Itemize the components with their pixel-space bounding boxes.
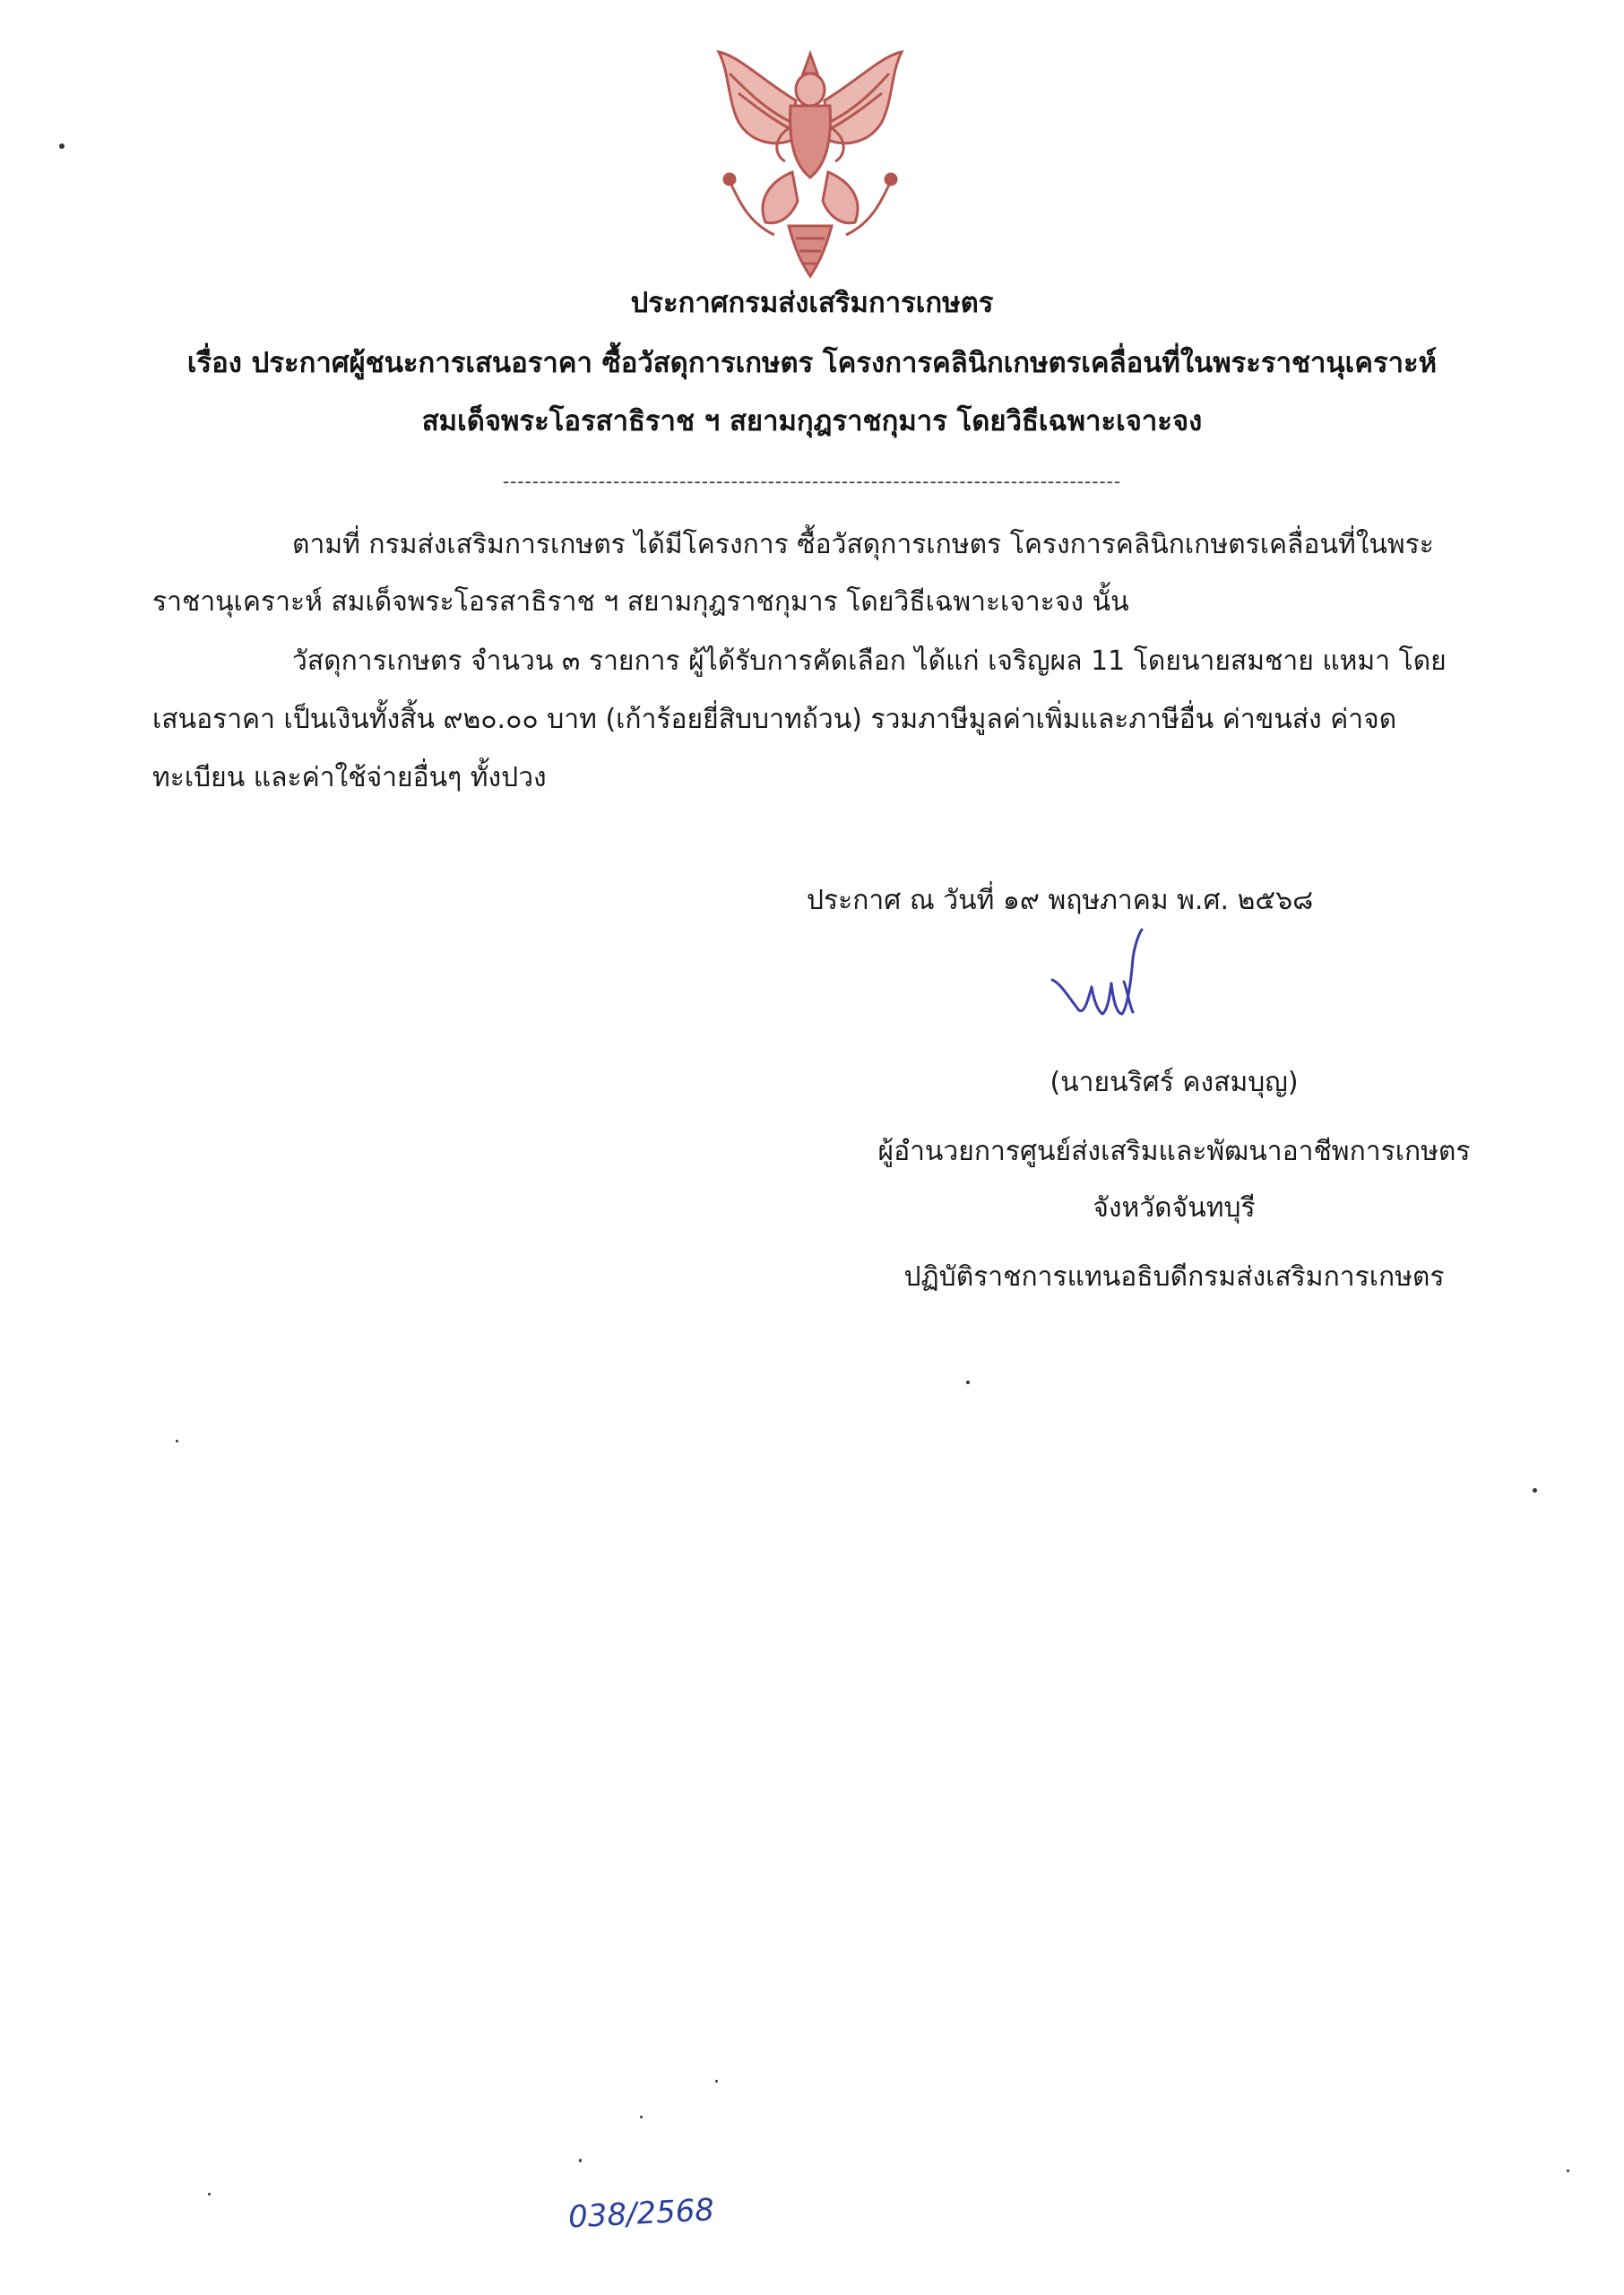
- handwritten-reference-number: [563, 2186, 733, 2239]
- scan-speck: [715, 2080, 718, 2083]
- scan-speck: [176, 1440, 178, 1442]
- announcement-date: ประกาศ ณ วันที่ ๑๙ พฤษภาคม พ.ศ. ๒๕๖๘: [807, 885, 1314, 916]
- scan-speck: [966, 1381, 970, 1384]
- signer-position-2: จังหวัดจันทบุรี: [1093, 1192, 1256, 1224]
- scan-speck: [208, 2193, 211, 2195]
- scan-speck: [59, 143, 65, 149]
- scan-speck: [640, 2116, 643, 2118]
- paragraph-2-line-2: เสนอราคา เป็นเงินทั้งสิ้น ๙๒๐.๐๐ บาท (เก้าร้อยยี่สิบบาทถ้วน) รวมภาษีมูลค่าเพิ่มและภาษีอื่น ค่าขนส่ง ค่าจด: [152, 704, 1397, 735]
- paragraph-1-line-1: ตามที่ กรมส่งเสริมการเกษตร ได้มีโครงการ ซื้อวัสดุการเกษตร โครงการคลินิกเกษตรเคลื่อนที่ในพระ: [292, 529, 1434, 560]
- scan-speck: [1567, 2169, 1569, 2172]
- paragraph-2-line-3: ทะเบียน และค่าใช้จ่ายอื่นๆ ทั้งปวง: [152, 762, 547, 793]
- subject-line-2: สมเด็จพระโอรสาธิราช ฯ สยามกุฎราชกุมาร โดยวิธีเฉพาะเจาะจง: [421, 405, 1203, 437]
- subject-line-1: เรื่อง ประกาศผู้ชนะการเสนอราคา ซื้อวัสดุการเกษตร โครงการคลินิกเกษตรเคลื่อนที่ในพระราชานุเคราะห์: [186, 347, 1438, 379]
- agency-title: ประกาศกรมส่งเสริมการเกษตร: [630, 287, 994, 319]
- separator-line: ------------------------------------------------------------------------------------: [502, 471, 1122, 492]
- scan-speck: [579, 2159, 582, 2162]
- signer-position-3: ปฏิบัติราชการแทนอธิบดีกรมส่งเสริมการเกษตร: [903, 1261, 1445, 1293]
- signer-position-1: ผู้อำนวยการศูนย์ส่งเสริมและพัฒนาอาชีพการเกษตร: [877, 1136, 1471, 1167]
- scan-speck: [1533, 1488, 1537, 1493]
- handwritten-reference-text: 038/2568: [567, 2192, 715, 2236]
- signature-icon: [1040, 928, 1174, 1044]
- garuda-emblem-icon: [703, 47, 918, 280]
- signer-name: (นายนริศร์ คงสมบุญ): [1050, 1067, 1299, 1098]
- paragraph-1-line-2: ราชานุเคราะห์ สมเด็จพระโอรสาธิราช ฯ สยามกุฎราชกุมาร โดยวิธีเฉพาะเจาะจง นั้น: [152, 586, 1129, 618]
- paragraph-2-line-1: วัสดุการเกษตร จำนวน ๓ รายการ ผู้ได้รับการคัดเลือก ได้แก่ เจริญผล 11 โดยนายสมชาย แหมา โดย: [292, 645, 1447, 677]
